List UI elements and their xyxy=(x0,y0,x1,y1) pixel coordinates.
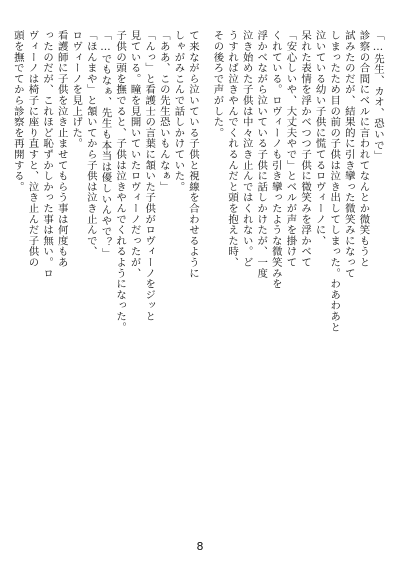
left-line: ヴィーノは椅子に座り直すと、泣き止んだ子供の xyxy=(26,30,39,268)
left-line: て来ながら泣いている子供と視線を合わせるように xyxy=(187,30,199,279)
left-line: 子供の頭を撫でると、子供は泣きやんでくれるようになった。 xyxy=(114,30,127,333)
right-line: 「安心しいや、大丈夫やで」とベルが声を掛けて xyxy=(284,30,297,268)
left-line: ったのだが、これほど恥ずかしかった事は無い。ロ xyxy=(41,30,54,279)
left-line: 「ああ、この先生恐いもんなぁ」 xyxy=(157,30,170,192)
right-line: しまったため目の前の子供は泣き出してしまった。わあわあと xyxy=(328,30,341,333)
right-line: 「…先生、カオ、恐いで」 xyxy=(372,30,384,162)
right-line: 浮かべながら泣いている子供に話しかけたが、一度 xyxy=(255,30,268,279)
left-line: 「んっ」と看護士の言葉に頷いた子供がロヴィーノをジッと xyxy=(143,30,156,322)
left-line: 「…でもなぁ、先生も本当は優しいんやで？」 xyxy=(99,30,112,259)
left-line: 見ている。瞳を見開いていたロヴィーノだったが、 xyxy=(128,30,141,279)
right-line: その後ろで声がした。 xyxy=(211,30,224,138)
right-line: 呆れた表情を浮かべつつ子供に微笑みを浮かべて xyxy=(299,30,312,268)
right-line: 泣き始めた子供は中々泣き止んではくれない。ど xyxy=(240,30,253,268)
right-line: くれている。ロヴィーノも引き攣ったような微笑みを xyxy=(269,30,282,290)
right-line: 試みたのだが、結果的に引き攣った微笑みになって xyxy=(342,30,355,279)
left-line: しゃがみこんで話しかけていた。 xyxy=(172,30,185,192)
left-line: 「ほんまや」と頷いてから子供は泣き止んで、 xyxy=(84,30,97,257)
left-line: ロヴィーノを見上げた。 xyxy=(70,30,83,149)
right-line: うすれば泣きやんでくれるんだと頭を抱えた時、 xyxy=(226,30,239,268)
page-number: 8 xyxy=(196,540,204,553)
right-text-block xyxy=(211,30,385,530)
left-text-block xyxy=(11,30,200,530)
right-line: 診察の合間にベルに言われてなんとか微笑もうと xyxy=(357,30,370,268)
left-line: 看護師に子供を泣き止ませてもらう事は何度もあ xyxy=(55,30,68,268)
left-line: 頭を撫でてから診察を再開する。 xyxy=(11,30,24,192)
right-line: 泣いている幼い子供に慌てるロヴィーノに、 xyxy=(313,30,326,246)
